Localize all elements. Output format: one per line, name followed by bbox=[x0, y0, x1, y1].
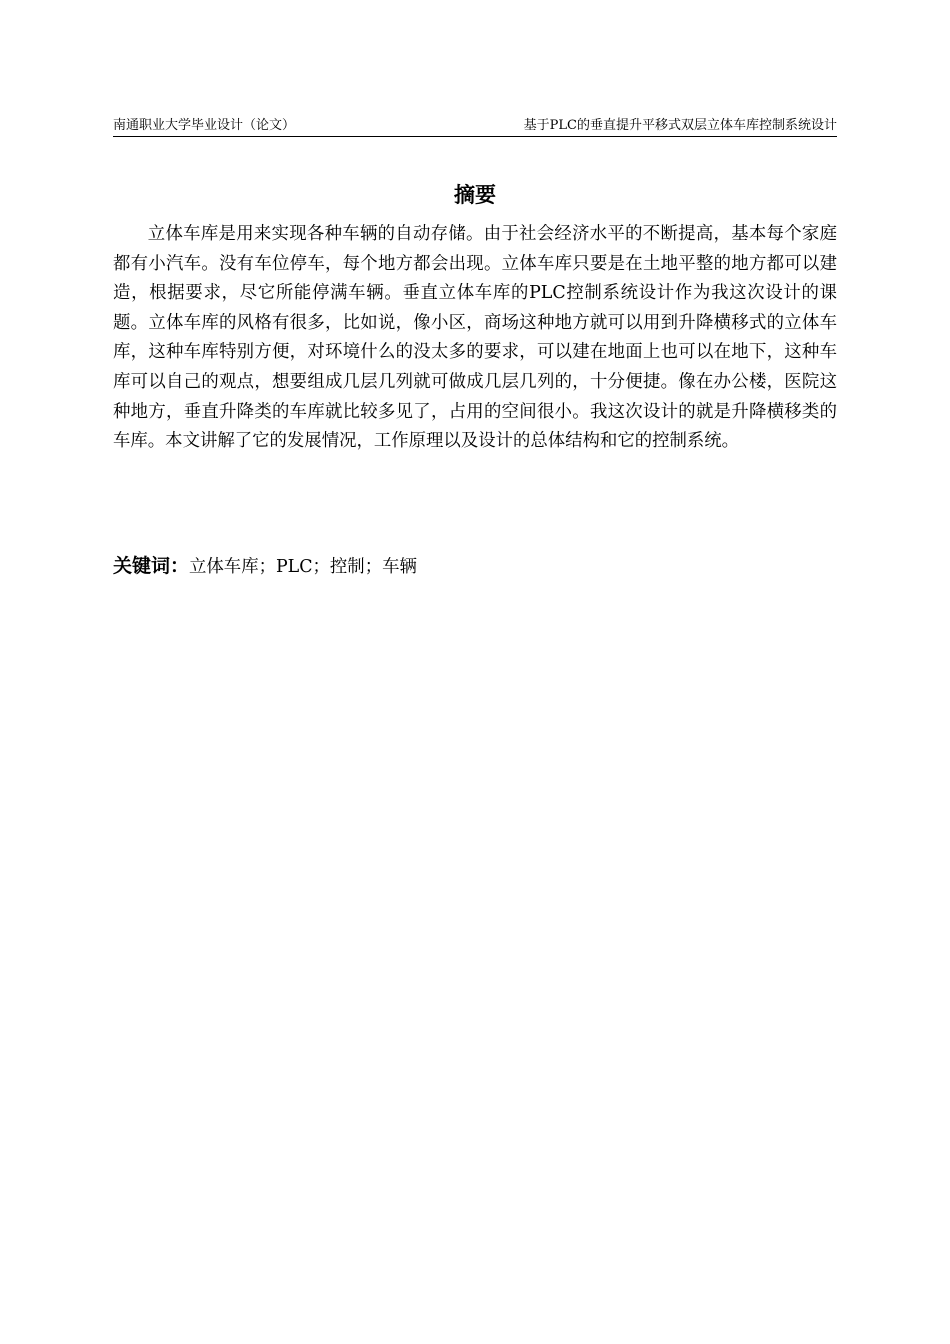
header-institution: 南通职业大学毕业设计（论文） bbox=[113, 118, 296, 133]
keywords-label: 关键词： bbox=[113, 555, 190, 577]
keywords-value: 立体车库；PLC；控制；车辆 bbox=[189, 557, 417, 577]
header-thesis-title: 基于PLC的垂直提升平移式双层立体车库控制系统设计 bbox=[523, 118, 837, 133]
abstract-body: 立体车库是用来实现各种车辆的自动存储。由于社会经济水平的不断提高，基本每个家庭都有小汽车。没有车位停车，每个地方都会出现。立体车库只要是在土地平整的地方都可以建造，根据要求，尽它所能停满车辆。垂直立体车库的PLC控制系统设计作为我这次设计的课题。立体车库的风格有很多，比如说，像小区，商场这种地方就可以用到升降横移式的立体车库，这种车库特别方便，对环境什么的没太多的要求，可以建在地面上也可以在地下，这种车库可以自己的观点，想要组成几层几列就可做成几层几列的，十分便捷。像在办公楼，医院这种地方，垂直升降类的车库就比较多见了，占用的空间很小。我这次设计的就是升降横移类的车库。本文讲解了它的发展情况，工作原理以及设计的总体结构和它的控制系统。 bbox=[113, 224, 837, 452]
abstract-title: 摘要 bbox=[454, 183, 496, 207]
page-header bbox=[113, 118, 837, 137]
keywords-line bbox=[113, 551, 837, 582]
